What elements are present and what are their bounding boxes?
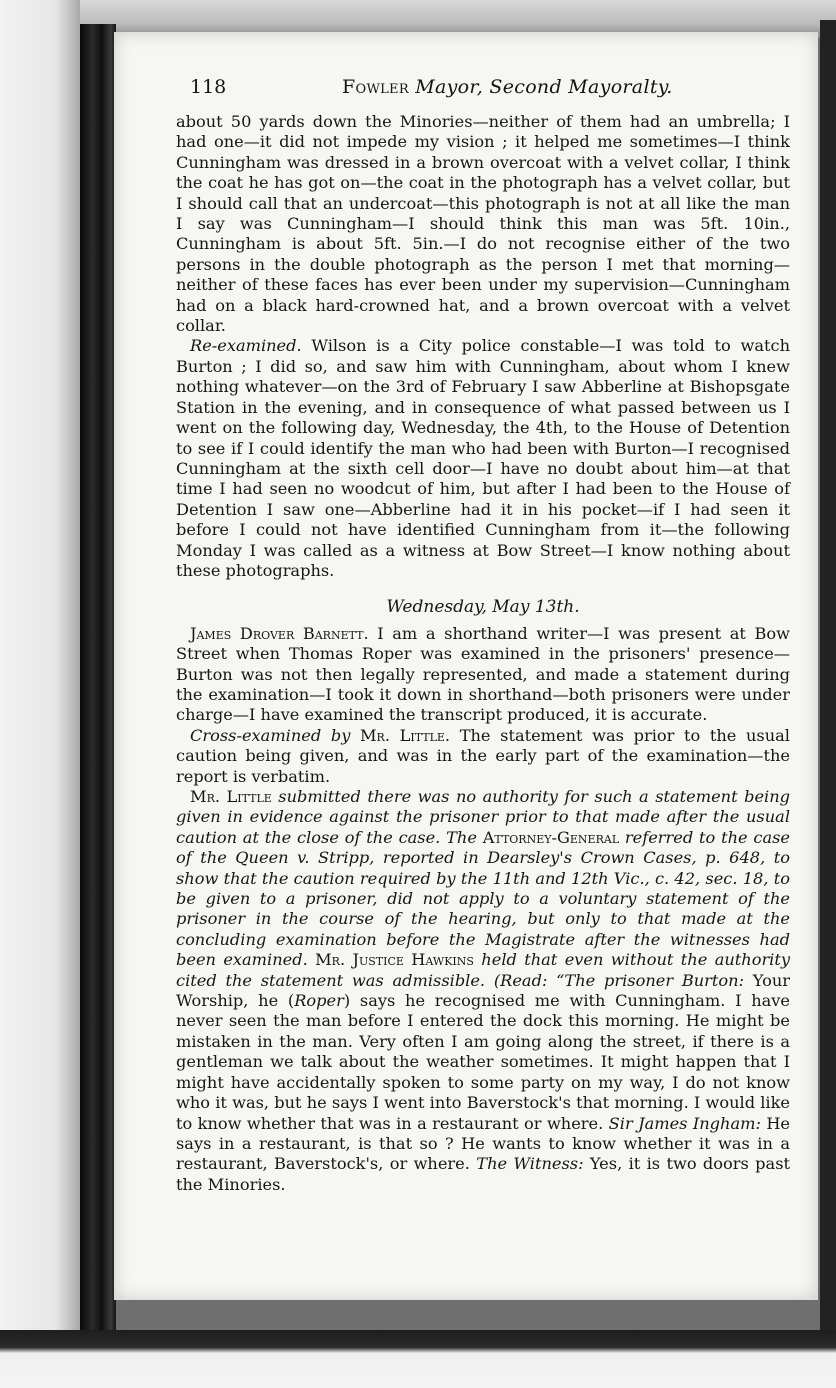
running-title [342,76,673,98]
submission-roman-4: Yes, it is two doors past the Minories. [176,1154,791,1194]
scan-frame-left [0,0,80,1388]
paragraph-continuation: about 50 yards down the Minories—neither of them had an umbrella; I had one—it did not impede my vision ; it helped me sometimes—I think Cunningham was dressed in a brown overcoat with a velvet collar, I think the coat he has got on—the coat in the photograph has a velvet collar, but I should call that an undercoat—this photograph is not at all like the man I say was Cunningham—I should think this man was 5ft. 10in., Cunningham is about 5ft. 5in.—I do not recognise either of the two persons in the double photograph as the person I met that morning—neither of these faces has ever been under my supervision—Cunningham had on a black hard-crowned hat, and a brown overcoat with a velvet collar. [176,112,790,336]
book-page [114,32,818,1300]
submission-italic-1: submitted there was no authority for such a statement being given in evidence against the prisoner prior to that made after the usual caution at the close of the case. The [176,787,790,847]
running-title-name: Fowler [342,76,409,98]
barnett-text: I am a shorthand writer—I was present at Bow Street when Thomas Roper was examined in the prisoners' presence—Burton was not then legally represented, and made a statement during the examination—I took it down in shorthand—both prisoners were under charge—I have examined the transcript produced, it is accurate. [176,623,790,725]
paragraph-cross-examined [176,726,790,787]
witness-name-barnett: James Drover Barnett. [190,623,369,643]
paragraph-reexamined [176,336,790,581]
reexamined-label: Re-examined. [190,336,302,356]
paragraph-submission [176,787,790,1195]
witness-label: The Witness: [476,1154,584,1174]
submission-roman-2: ) says he recognised me with Cunningham. I have never seen the man before I entered the dock this morning. He might be mistaken in the man. Very often I am going along the street, if there is a gentleman we talk about the weather sometimes. It might happen that I might have accidentally spoken to some party on my way, I do not know who it was, but he says I went into Baverstock's that morning. I would like to know whether that was in a restaurant or where. [176,991,790,1133]
justice-name: Mr. Justice Hawkins [315,950,474,970]
date-heading: Wednesday, May 13th. [386,597,580,618]
reexamined-text: Wilson is a City police constable—I was told to watch Burton ; I did so, and saw him with Cunningham, about whom I knew nothing whatever—on the 3rd of February I saw Abberline at Bishopsgate Station in the evening, and in consequence of what passed between us I went on the following day, Wednesday, the 4th, to the House of Detention to see if I could identify the man who had been with Burton—I recognised Cunningham at the sixth cell door—I have no doubt about him—at that time I had seen no woodcut of him, but after I had been to the House of Detention I saw one—Abberline had it in his pocket—if I had seen it before I could not have identified Cunningham from it—the following Monday I was called as a witness at Bow Street—I know nothing about these photographs. [176,336,790,580]
paragraph-barnett [176,624,790,726]
running-title-rest: Mayor, Second Mayoralty. [415,76,673,98]
page-content [176,70,790,1195]
attorney-general: Attorney-General [482,827,620,847]
submission-italic-3: held that even without the authority cited the statement was admissible. (Read: “The prisoner Burton: [176,950,791,990]
scan-frame-bottom [0,1330,836,1388]
cross-examined-text: The statement was prior to the usual caution being given, and was in the early part of the examination—the report is verbatim. [176,725,790,786]
counsel-name-little: Mr. Little. [359,725,451,745]
roper-name: Roper [294,991,344,1011]
scan-frame-right [820,20,836,1340]
page-number: 118 [190,76,227,98]
submission-roman-3: He says in a restaurant, is that so ? He wants to know whether it was in a restaurant, Baverstock's, or where. [176,1113,791,1174]
ingham-label: Sir James Ingham: [608,1113,761,1133]
book-spine [80,24,116,1340]
submission-italic-2: referred to the case of the Queen v. Stripp, reported in Dearsley's Crown Cases, p. 648, to show that the caution required by the 11th and 12th Vic., c. 42, sec. 18, to be given to a prisoner, did not apply to a voluntary statement of the prisoner in the course of the hearing, but only to that made at the concluding examination before the Magistrate after the witnesses had been examined. [176,827,790,970]
submission-counsel: Mr. Little [190,787,272,806]
running-head [176,70,790,104]
body-text [176,112,790,1195]
cross-examined-label: Cross-examined by [190,725,351,745]
submission-roman-1: Your Worship, he ( [176,970,790,1011]
